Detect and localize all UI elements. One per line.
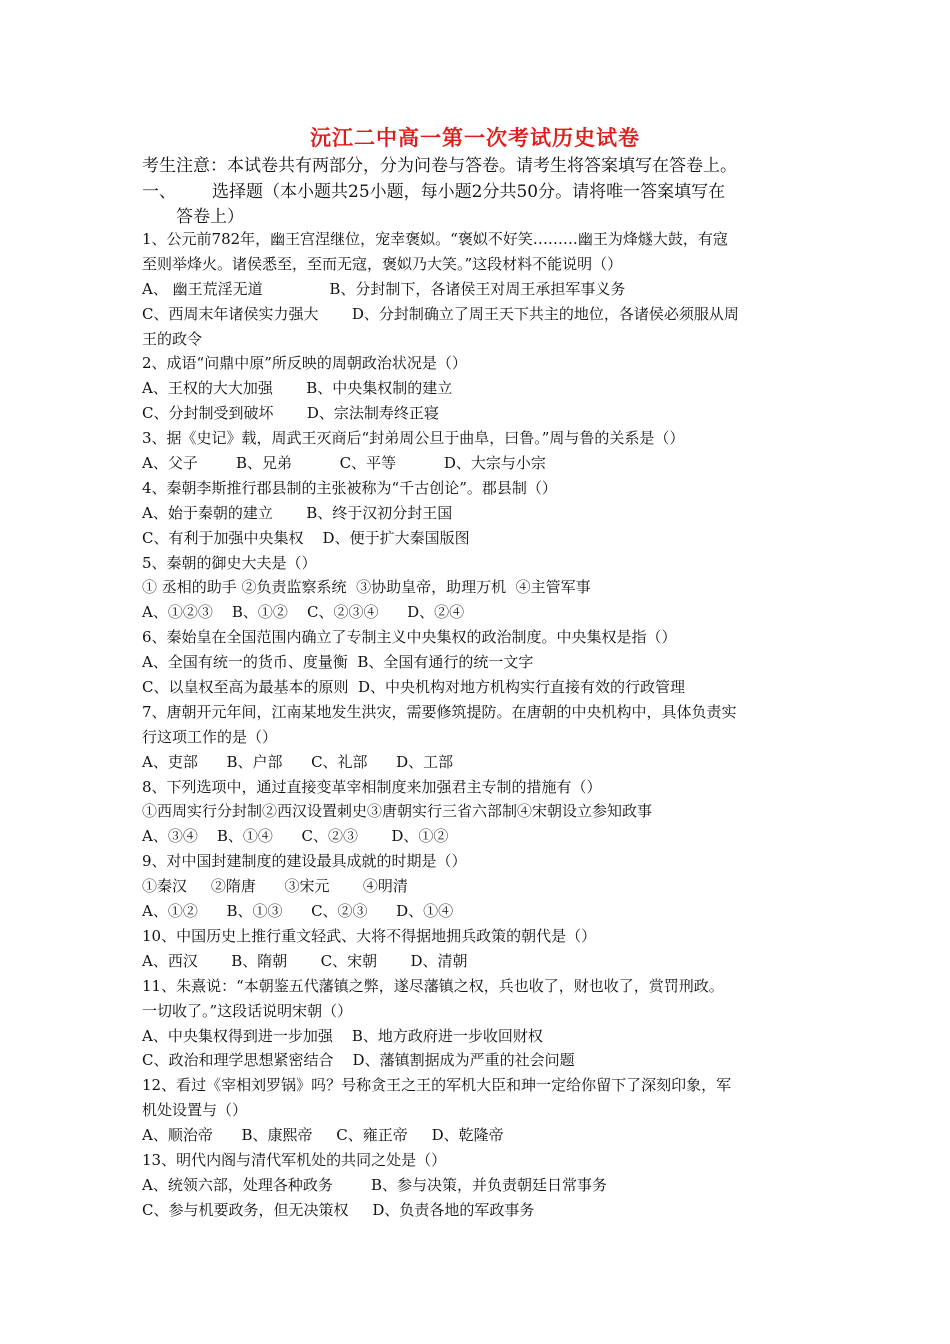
question-line: C、有利于加强中央集权 D、便于扩大秦国版图 xyxy=(142,528,470,547)
question-line: A、①② B、①③ C、②③ D、①④ xyxy=(142,902,454,921)
question-line: 行这项工作的是（） xyxy=(142,727,278,746)
question-line: A、西汉 B、隋朝 C、宋朝 D、清朝 xyxy=(142,951,468,970)
question-line: 1、公元前782年，幽王宫涅继位，宠幸褒姒。“褒姒不好笑………幽王为烽燧大鼓，有寇 xyxy=(142,230,728,248)
question-line: A、吏部 B、户部 C、礼部 D、工部 xyxy=(142,752,454,771)
question-line: C、以皇权至高为最基本的原则 D、中央机构对地方机构实行直接有效的行政管理 xyxy=(142,678,686,697)
question-line: 9、对中国封建制度的建设最具成就的时期是（） xyxy=(142,852,467,871)
question-line: C、分封制受到破坏 D、宗法制寿终正寝 xyxy=(142,404,439,423)
question-line: C、政治和理学思想紧密结合 D、藩镇割据成为严重的社会问题 xyxy=(142,1051,575,1070)
section-text-line1: 选择题（本小题共25小题，每小题2分共50分。请将唯一答案填写在 xyxy=(212,182,726,202)
question-line: A、③④ B、①④ C、②③ D、①② xyxy=(142,827,449,846)
question-line: A、始于秦朝的建立 B、终于汉初分封王国 xyxy=(142,503,453,522)
question-line: 12、看过《宰相刘罗锅》吗？号称贪王之王的军机大臣和珅一定给你留下了深刻印象，军 xyxy=(142,1076,732,1095)
question-line: 4、秦朝李斯推行郡县制的主张被称为“千古创论”。郡县制（） xyxy=(142,478,557,497)
section-heading xyxy=(142,177,725,202)
question-line: A、全国有统一的货币、度量衡 B、全国有通行的统一文字 xyxy=(142,653,534,672)
question-line: 3、据《史记》载，周武王灭商后“封弟周公旦于曲阜，曰鲁。”周与鲁的关系是（） xyxy=(142,429,685,448)
question-line: 5、秦朝的御史大夫是（） xyxy=(142,553,317,572)
question-line: 一切收了。”这段话说明宋朝（） xyxy=(142,1001,353,1020)
question-line: C、参与机要政务，但无决策权 D、负责各地的军政事务 xyxy=(142,1200,535,1219)
section-text-line2: 答卷上） xyxy=(176,207,244,227)
question-line: ①西周实行分封制②西汉设置刺史③唐朝实行三省六部制④宋朝设立参知政事 xyxy=(142,802,653,821)
question-line: ① 丞相的助手 ②负责监察系统 ③协助皇帝，助理万机 ④主管军事 xyxy=(142,578,591,597)
question-line: 11、朱熹说：“本朝鉴五代藩镇之弊，遂尽藩镇之权，兵也收了，财也收了，赏罚刑政。 xyxy=(142,976,724,995)
question-list xyxy=(142,227,822,1223)
question-line: A、王权的大大加强 B、中央集权制的建立 xyxy=(142,379,453,398)
question-line: 至则举烽火。诸侯悉至，至而无寇，褒姒乃大笑。”这段材料不能说明（） xyxy=(142,254,623,273)
page-title: 沅江二中高一第一次考试历史试卷 xyxy=(310,125,640,150)
exam-notice: 考生注意：本试卷共有两部分，分为问卷与答卷。请考生将答案填写在答卷上。 xyxy=(142,156,737,176)
question-line: A、 幽王荒淫无道 B、分封制下，各诸侯王对周王承担军事义务 xyxy=(142,279,626,298)
question-line: A、父子 B、兄弟 C、平等 D、大宗与小宗 xyxy=(142,454,546,473)
question-line: 8、下列选项中，通过直接变革宰相制度来加强君主专制的措施有（） xyxy=(142,777,602,796)
question-line: 6、秦始皇在全国范围内确立了专制主义中央集权的政治制度。中央集权是指（） xyxy=(142,628,677,647)
question-line: 机处设置与（） xyxy=(142,1101,248,1120)
question-line: A、统领六部，处理各种政务 B、参与决策，并负责朝廷日常事务 xyxy=(142,1175,608,1194)
question-line: 10、中国历史上推行重文轻武、大将不得据地拥兵政策的朝代是（） xyxy=(142,926,597,945)
question-line: C、西周末年诸侯实力强大 D、分封制确立了周王天下共主的地位，各诸侯必须服从周 xyxy=(142,304,739,323)
question-line: A、顺治帝 B、康熙帝 C、雍正帝 D、乾隆帝 xyxy=(142,1126,504,1145)
question-line: 7、唐朝开元年间，江南某地发生洪灾，需要修筑提防。在唐朝的中央机构中，具体负责实 xyxy=(142,702,737,721)
question-line: A、中央集权得到进一步加强 B、地方政府进一步收回财权 xyxy=(142,1026,543,1045)
question-line: ①秦汉 ②隋唐 ③宋元 ④明清 xyxy=(142,877,408,896)
question-line: 13、明代内阁与清代军机处的共同之处是（） xyxy=(142,1150,447,1169)
question-line: 王的政令 xyxy=(142,329,203,348)
section-number: 一、 xyxy=(142,182,176,202)
question-line: A、①②③ B、①② C、②③④ D、②④ xyxy=(142,603,465,622)
question-line: 2、成语“问鼎中原”所反映的周朝政治状况是（） xyxy=(142,354,467,373)
